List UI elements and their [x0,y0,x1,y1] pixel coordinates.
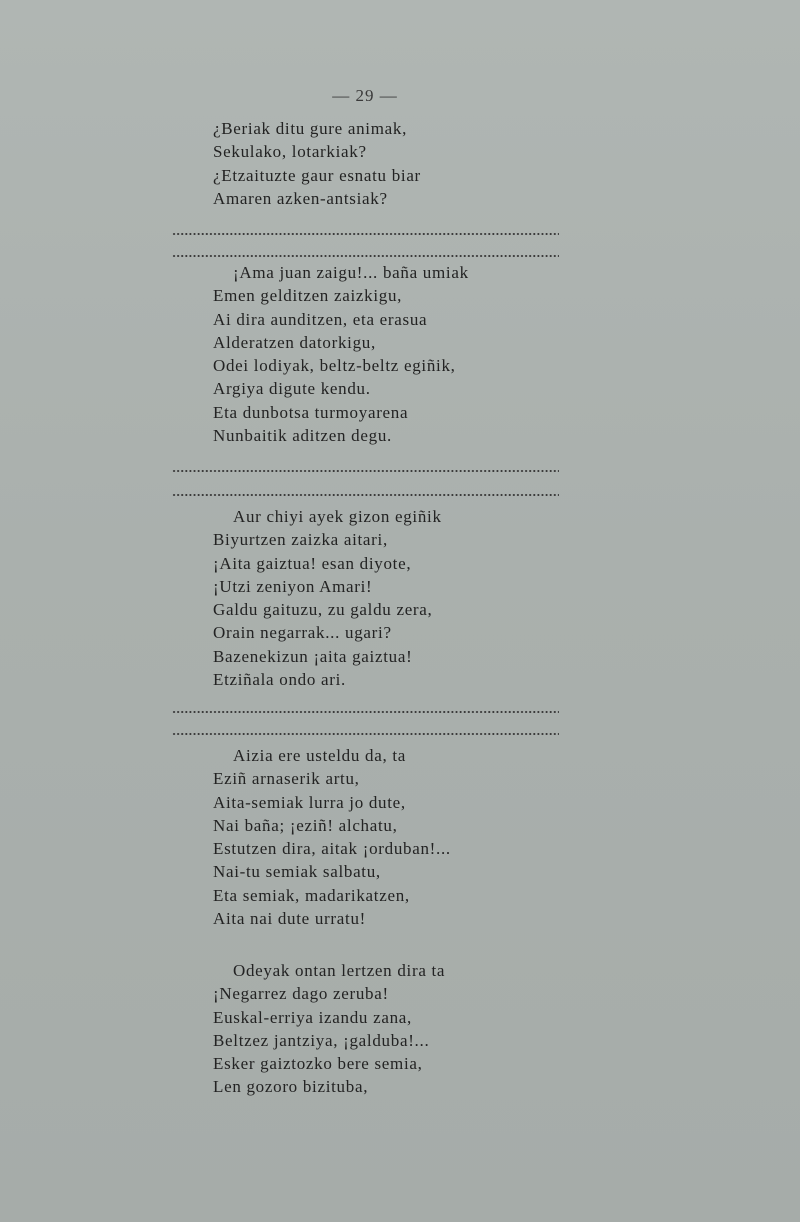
verse-line: Beltzez jantziya, ¡galduba!... [213,1030,430,1050]
stanza-2 [213,261,469,447]
verse-line: Orain negarrak... ugari? [213,623,392,643]
dotted-separator [172,232,559,236]
verse-line: Amaren azken-antsiak? [213,188,388,208]
verse-line: Bazenekizun ¡aita gaiztua! [213,646,413,666]
verse-line: ¿Beriak ditu gure animak, [213,119,408,138]
verse-line: Eta dunbotsa turmoyarena [213,402,409,422]
dotted-separator [172,254,559,258]
dotted-separator [172,469,559,473]
verse-line: Eta semiak, madarikatzen, [213,885,410,905]
stanza-3 [213,505,442,691]
verse-line: Nai baña; ¡eziñ! alchatu, [213,815,398,835]
verse-line: Argiya digute kendu. [213,379,371,399]
dotted-separator [172,732,559,736]
verse-line: Aizia ere usteldu da, ta [233,746,407,765]
verse-line: Odeyak ontan lertzen dira ta [233,961,446,980]
verse-line: Sekulako, lotarkiak? [213,142,367,162]
verse-line: Nai-tu semiak salbatu, [213,862,381,882]
dotted-separator [172,493,559,497]
stanza-4 [213,744,451,930]
verse-line: Galdu gaituzu, zu galdu zera, [213,600,433,620]
verse-line: ¡Utzi zeniyon Amari! [213,576,373,596]
verse-line: Esker gaiztozko bere semia, [213,1054,423,1074]
dotted-separator [172,710,559,714]
page-number: — 29 — [332,86,398,105]
verse-line: Odei lodiyak, beltz-beltz egiñik, [213,356,456,376]
verse-line: ¿Etzaituzte gaur esnatu biar [213,165,421,185]
verse-line: Biyurtzen zaizka aitari, [213,530,388,550]
verse-line: Euskal-erriya izandu zana, [213,1007,412,1027]
verse-line: Alderatzen datorkigu, [213,332,376,352]
verse-line: Ai dira aunditzen, eta erasua [213,309,428,329]
verse-line: Eziñ arnaserik artu, [213,769,360,789]
verse-line: Aur chiyi ayek gizon egiñik [233,507,442,526]
verse-line: ¡Aita gaiztua! esan diyote, [213,553,412,573]
stanza-1 [213,117,421,210]
verse-line: Aita-semiak lurra jo dute, [213,792,406,812]
verse-line: Nunbaitik aditzen degu. [213,426,392,446]
verse-line: Aita nai dute urratu! [213,909,367,929]
verse-line: ¡Ama juan zaigu!... baña umiak [233,263,469,282]
verse-line: Etziñala ondo ari. [213,670,346,690]
verse-line: Len gozoro bizituba, [213,1077,369,1097]
stanza-5 [213,959,445,1099]
verse-line: Emen gelditzen zaizkigu, [213,286,403,306]
verse-line: Estutzen dira, aitak ¡orduban!... [213,839,451,859]
verse-line: ¡Negarrez dago zeruba! [213,984,389,1004]
